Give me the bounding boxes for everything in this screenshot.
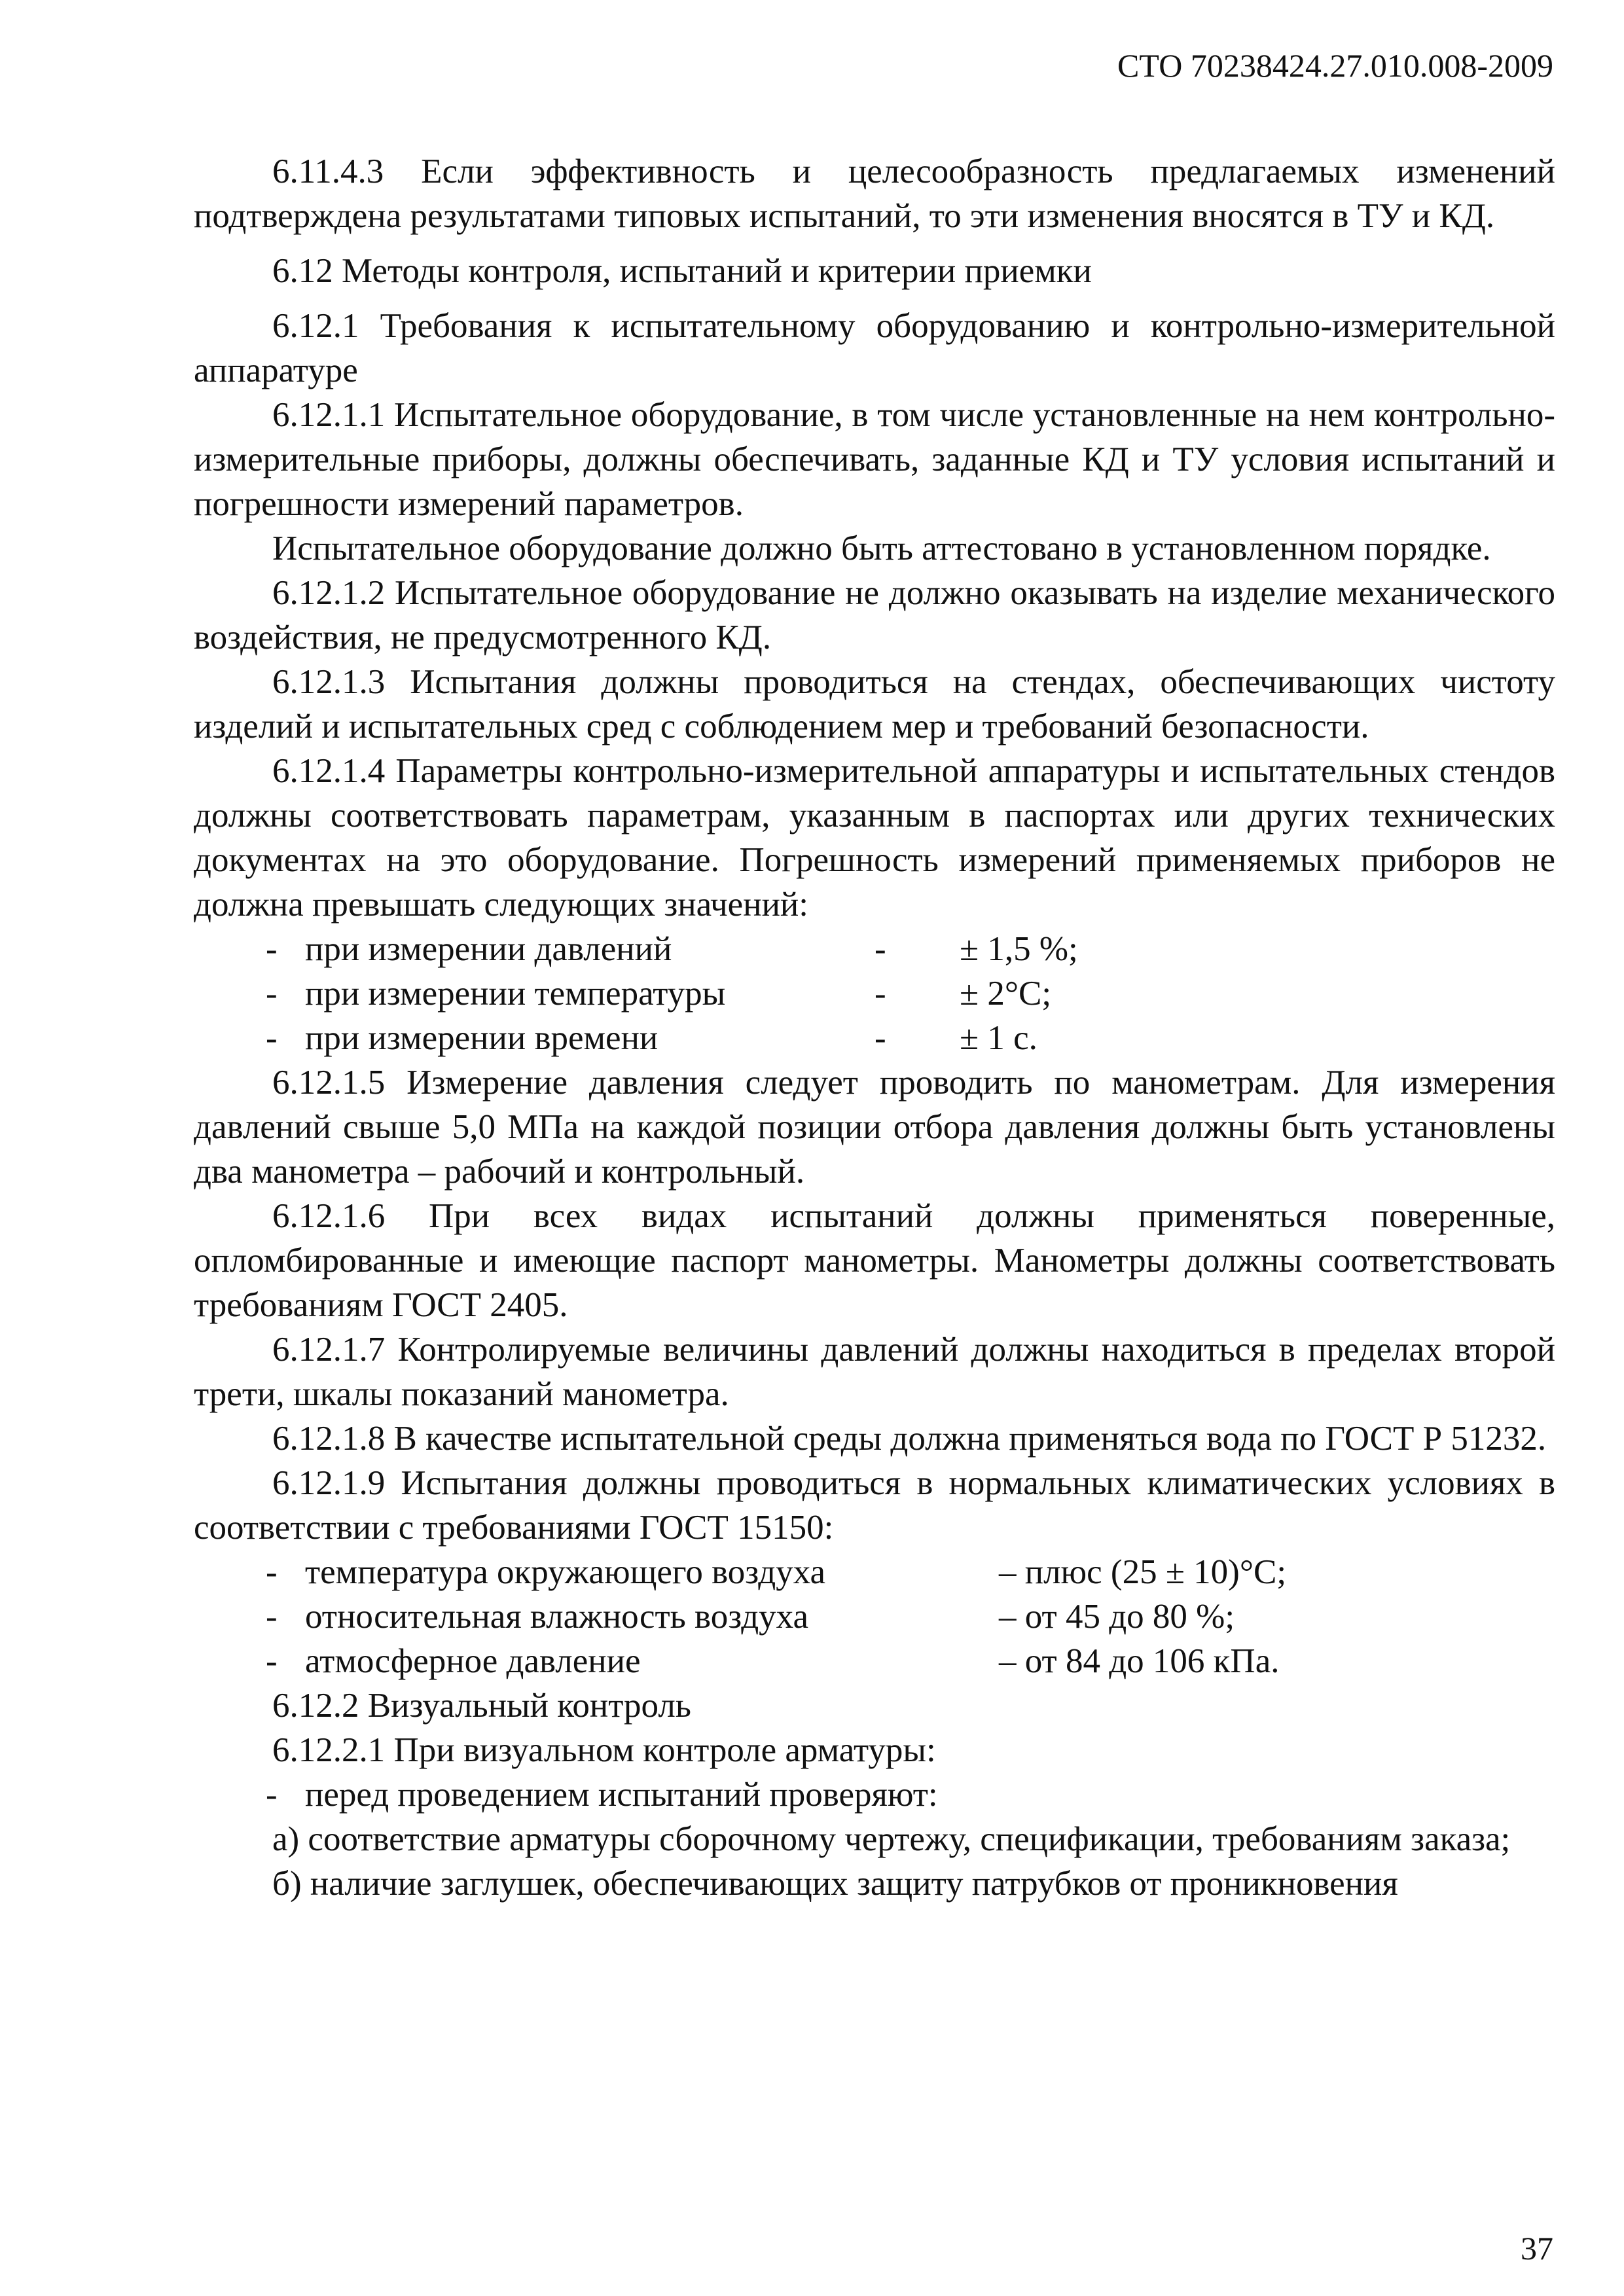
document-code-header: СТО 70238424.27.010.008-2009	[1117, 47, 1553, 84]
paragraph-6-12-2-1: 6.12.2.1 При визуальном контроле арматуры:	[272, 1731, 936, 1769]
list-bullet: -	[266, 1553, 278, 1591]
accuracy-list	[194, 927, 1555, 1060]
paragraph-6-12-1-5: 6.12.1.5 Измерение давления следует проводить по манометрам. Для измерения давлений свыше 5,0 МПа на каждой позиции отбора давления должны быть установлены два манометра – рабочий и контрольный.	[194, 1064, 1555, 1191]
list-item-value: – от 45 до 80 %;	[999, 1598, 1235, 1636]
item-b: б) наличие заглушек, обеспечивающих защиту патрубков от проникновения	[272, 1865, 1398, 1903]
list-item	[194, 1772, 1555, 1817]
paragraph-6-12-1-3: 6.12.1.3 Испытания должны проводиться на стендах, обеспечивающих чистоту изделий и испытательных сред с соблюдением мер и требований безопасности.	[194, 663, 1555, 745]
list-item	[194, 971, 1555, 1016]
paragraph-6-12-1-7: 6.12.1.7 Контролируемые величины давлений должны находиться в пределах второй трети, шкалы показаний манометра.	[194, 1331, 1555, 1413]
list-bullet: -	[266, 1776, 278, 1814]
subsection-heading-6-12-1: 6.12.1 Требования к испытательному оборудованию и контрольно-измерительной аппаратуре	[194, 307, 1555, 389]
paragraph-6-12-1-1: 6.12.1.1 Испытательное оборудование, в том числе установленные на нем контрольно-измерительные приборы, должны обеспечивать, заданные КД и ТУ условия испытаний и погрешности измерений параметров.	[194, 396, 1555, 523]
list-item-value: – плюс (25 ± 10)°С;	[999, 1553, 1287, 1591]
list-item-dash: -	[875, 975, 886, 1013]
paragraph-6-12-1-4: 6.12.1.4 Параметры контрольно-измерительной аппаратуры и испытательных стендов должны соответствовать параметрам, указанным в паспортах или других технических документах на это оборудование. Погрешность измерений применяемых приборов не должна превышать следующих значений:	[194, 752, 1555, 924]
list-bullet: -	[266, 930, 278, 968]
list-item-dash: -	[875, 930, 886, 968]
list-item	[194, 1016, 1555, 1060]
climate-conditions-list	[194, 1550, 1555, 1683]
list-item-label: перед проведением испытаний проверяют:	[305, 1776, 938, 1814]
list-item	[194, 1550, 1555, 1594]
list-item-value: ± 1,5 %;	[960, 930, 1078, 968]
list-item	[194, 927, 1555, 971]
page-body	[194, 149, 1555, 1906]
paragraph-6-12-1-6: 6.12.1.6 При всех видах испытаний должны применяться поверенные, опломбированные и имеющие паспорт манометры. Манометры должны соответствовать требованиям ГОСТ 2405.	[194, 1197, 1555, 1324]
list-item-label: при измерении давлений	[305, 930, 672, 968]
list-bullet: -	[266, 1642, 278, 1680]
item-a: а) соответствие арматуры сборочному чертежу, спецификации, требованиям заказа;	[272, 1820, 1511, 1858]
list-item-value: – от 84 до 106 кПа.	[999, 1642, 1280, 1680]
list-item-value: ± 2°С;	[960, 975, 1052, 1013]
list-item	[194, 1594, 1555, 1639]
list-bullet: -	[266, 1019, 278, 1057]
paragraph-certification: Испытательное оборудование должно быть аттестовано в установленном порядке.	[272, 529, 1491, 567]
list-item-value: ± 1 с.	[960, 1019, 1038, 1057]
list-item-label: при измерении температуры	[305, 975, 726, 1013]
list-item-label: при измерении времени	[305, 1019, 659, 1057]
subsection-heading-6-12-2: 6.12.2 Визуальный контроль	[272, 1687, 691, 1725]
list-item-label: атмосферное давление	[305, 1642, 641, 1680]
paragraph-6-12-1-8: 6.12.1.8 В качестве испытательной среды должна применяться вода по ГОСТ Р 51232.	[272, 1420, 1547, 1458]
list-bullet: -	[266, 975, 278, 1013]
list-item	[194, 1639, 1555, 1683]
list-bullet: -	[266, 1598, 278, 1636]
list-item-label: относительная влажность воздуха	[305, 1598, 808, 1636]
paragraph-6-12-1-9: 6.12.1.9 Испытания должны проводиться в нормальных климатических условиях в соответствии с требованиями ГОСТ 15150:	[194, 1464, 1555, 1547]
list-item-dash: -	[875, 1019, 886, 1057]
list-item-label: температура окружающего воздуха	[305, 1553, 826, 1591]
paragraph-6-12-1-2: 6.12.1.2 Испытательное оборудование не должно оказывать на изделие механического воздействия, не предусмотренного КД.	[194, 574, 1555, 656]
paragraph-6-11-4-3: 6.11.4.3 Если эффективность и целесообразность предлагаемых изменений подтверждена результатами типовых испытаний, то эти изменения вносятся в ТУ и КД.	[194, 152, 1555, 235]
section-heading-6-12: 6.12 Методы контроля, испытаний и критерии приемки	[272, 252, 1092, 290]
page-number: 37	[1521, 2230, 1553, 2267]
